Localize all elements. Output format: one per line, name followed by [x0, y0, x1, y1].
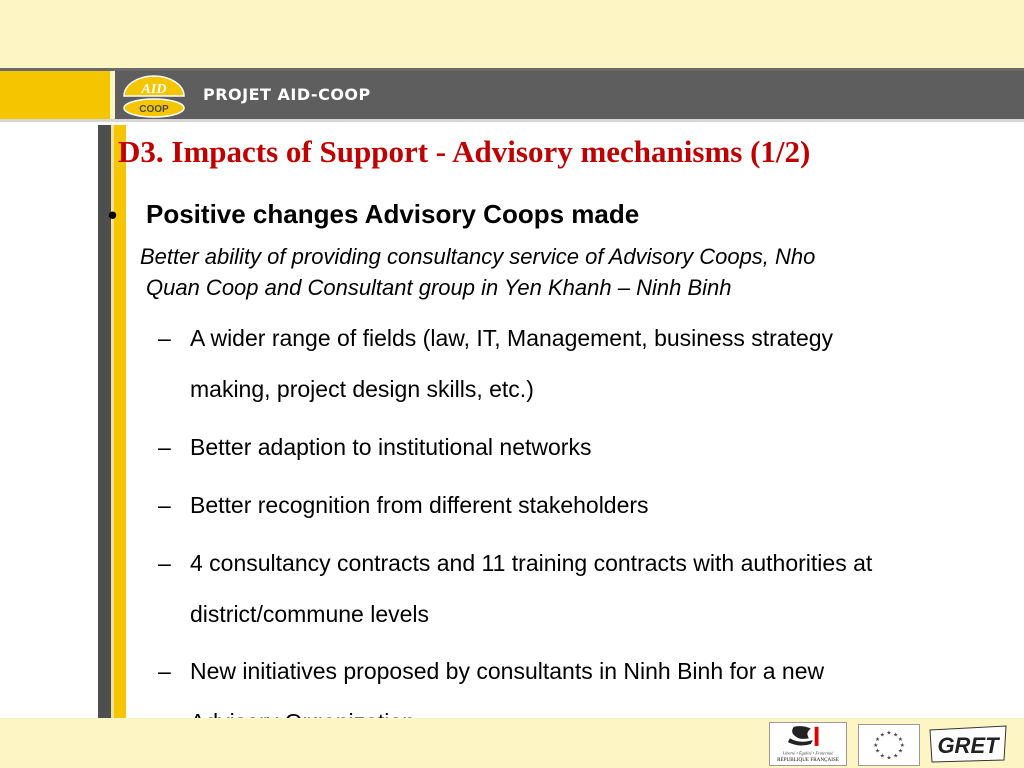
sub-item-line: New initiatives proposed by consultants in Ninh Binh for a new — [190, 658, 825, 684]
dash-marker: – — [158, 658, 171, 684]
logo-text-bottom: COOP — [139, 104, 169, 115]
sub-item-line: Better recognition from different stakeholders — [190, 492, 649, 518]
sub-item-line: Better adaption to institutional networks — [190, 434, 592, 460]
rf-name: RÉPUBLIQUE FRANÇAISE — [777, 757, 839, 764]
republique-francaise-logo — [769, 722, 847, 766]
sub-item-line: 4 consultancy contracts and 11 training contracts with authorities at — [190, 550, 873, 576]
italic-line: Quan Coop and Consultant group in Yen Khanh – Ninh Binh — [146, 275, 732, 300]
gret-text: GRET — [937, 733, 999, 758]
header-accent-block — [0, 71, 110, 119]
rf-motto: Liberté • Égalité • Fraternité — [782, 750, 834, 756]
svg-text:★: ★ — [893, 732, 899, 739]
dash-marker: – — [158, 550, 171, 576]
sub-item-line: making, project design skills, etc.) — [190, 376, 534, 402]
svg-text:★: ★ — [893, 753, 899, 760]
svg-text:★: ★ — [886, 730, 892, 737]
sub-item-line: district/commune levels — [190, 601, 430, 627]
dash-marker: – — [158, 492, 171, 518]
top-band — [0, 0, 1024, 68]
svg-text:★: ★ — [897, 748, 903, 755]
header-title: PROJET AID-COOP — [203, 85, 371, 104]
sub-item-line: A wider range of fields (law, IT, Management, business strategy — [190, 325, 834, 351]
italic-paragraph — [140, 241, 1024, 303]
svg-text:★: ★ — [879, 753, 885, 760]
svg-text:★: ★ — [875, 737, 881, 744]
svg-text:★: ★ — [875, 748, 881, 755]
aid-coop-logo — [118, 72, 190, 118]
italic-line: Better ability of providing consultancy service of Advisory Coops, Nho — [140, 244, 816, 269]
svg-text:★: ★ — [899, 742, 905, 749]
gret-logo — [928, 724, 1008, 764]
svg-text:★: ★ — [886, 755, 892, 762]
svg-text:★: ★ — [873, 742, 879, 749]
bullet-marker: • — [108, 200, 118, 230]
logo-text-top: AID — [141, 82, 167, 97]
dash-marker: – — [158, 325, 171, 351]
eu-flag-logo — [858, 724, 920, 766]
svg-text:★: ★ — [897, 737, 903, 744]
slide-title: D3. Impacts of Support - Advisory mechanisms (1/2) — [118, 134, 811, 169]
svg-text:★: ★ — [879, 732, 885, 739]
bullet-heading: Positive changes Advisory Coops made — [146, 199, 640, 229]
dash-marker: – — [158, 434, 171, 460]
header-underline — [0, 119, 1024, 122]
